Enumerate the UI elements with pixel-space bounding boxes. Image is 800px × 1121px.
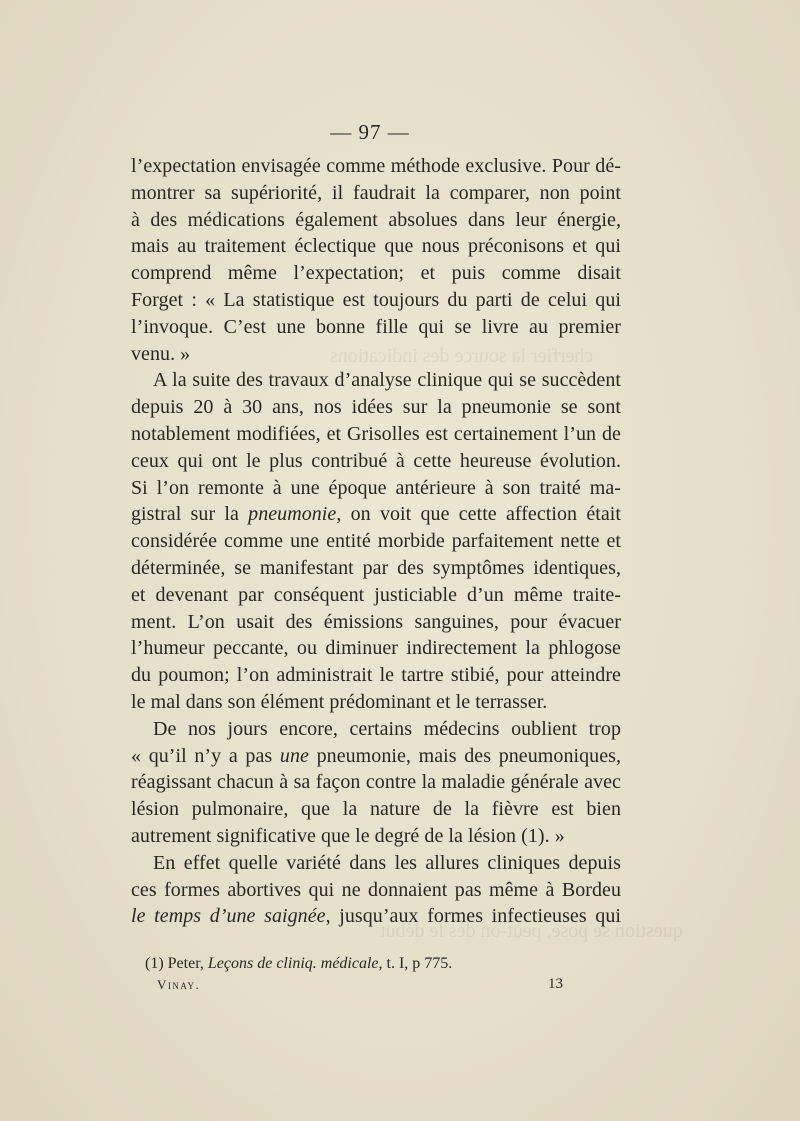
bleed-through-text: question se pose, peut-on dès le début [380, 920, 683, 942]
text-line: lésion pulmonaire, que la nature de la fièvre est bien [131, 798, 621, 821]
text-line: du poumon; l’on administrait le tartre stibié, pour atteindre [131, 664, 621, 687]
footnote-prefix: (1) Peter, [145, 955, 208, 972]
emphasis-text: une [279, 744, 309, 767]
text-segment: , on voit que cette affection était [336, 503, 621, 526]
footnote-suffix: , t. I, p 775. [378, 955, 453, 972]
text-line: Forget : « La statistique est toujours du parti de celui qui [131, 288, 621, 311]
emphasis-text: le temps d’une saignée [131, 905, 326, 928]
text-segment: pneumonie, mais des pneumoniques, [308, 744, 622, 767]
text-line: l’humeur peccante, ou diminuer indirectement la phlogose [131, 637, 621, 660]
text-line: l’invoque. C’est une bonne fille qui se livre au premier [131, 315, 621, 338]
text-line: A la suite des travaux d’analyse clinique qui se succèdent [153, 369, 621, 392]
text-line: comprend même l’expectation; et puis comme disait [131, 262, 621, 285]
text-line: autrement significative que le degré de la lésion (1). » [131, 824, 565, 847]
text-line: De nos jours encore, certains médecins oublient trop [153, 717, 621, 740]
footnote-title: Leçons de cliniq. médicale [207, 955, 379, 972]
text-line: à des médications également absolues dans leur énergie, [131, 208, 621, 231]
footnote [145, 955, 565, 973]
text-line: ces formes abortives qui ne donnaient pas même à Bordeu [131, 878, 621, 901]
text-line: Si l’on remonte à une époque antérieure à son traité ma- [131, 476, 621, 499]
emphasis-text: pneumonie [248, 503, 337, 526]
text-line: considérée comme une entité morbide parfaitement nette et [131, 530, 621, 553]
text-segment: gistral sur la [131, 503, 249, 526]
text-line [131, 903, 621, 930]
body-text [131, 153, 621, 930]
text-line: ceux qui ont le plus contribué à cette heureuse évolution. [131, 449, 621, 472]
text-line: réagissant chacun à sa façon contre la maladie générale avec [131, 771, 621, 794]
text-line: déterminée, se manifestant par des symptômes identiques, [131, 556, 621, 579]
text-line: ment. L’on usait des émissions sanguines, pour évacuer [131, 610, 621, 633]
text-line: montrer sa supériorité, il faudrait la comparer, non point [131, 181, 621, 204]
text-line [131, 501, 621, 528]
text-line: En effet quelle variété dans les allures cliniques depuis [153, 851, 621, 874]
text-line: mais au traitement éclectique que nous préconisons et qui [131, 235, 621, 258]
sheet-number: 13 [548, 976, 563, 992]
signature-mark: Vinay. [157, 977, 201, 992]
text-segment: « qu’il n’y a pas [131, 744, 280, 767]
text-line: le mal dans son élément prédominant et le terrasser. [131, 690, 548, 713]
text-line: et devenant par conséquent justiciable d’un même traite- [131, 583, 621, 606]
bleed-through-text: cherfier la source des indications [330, 345, 594, 367]
text-line: venu. » [131, 342, 191, 365]
text-segment: , jusqu’aux formes infectieuses qui [325, 905, 621, 928]
text-line: notablement modifiées, et Grisolles est certainement l’un de [131, 422, 621, 445]
page-number: — 97 — [330, 120, 410, 144]
text-line [131, 743, 621, 770]
text-line: l’expectation envisagée comme méthode exclusive. Pour dé- [131, 155, 621, 177]
text-line: depuis 20 à 30 ans, nos idées sur la pneumonie se sont [131, 396, 621, 419]
